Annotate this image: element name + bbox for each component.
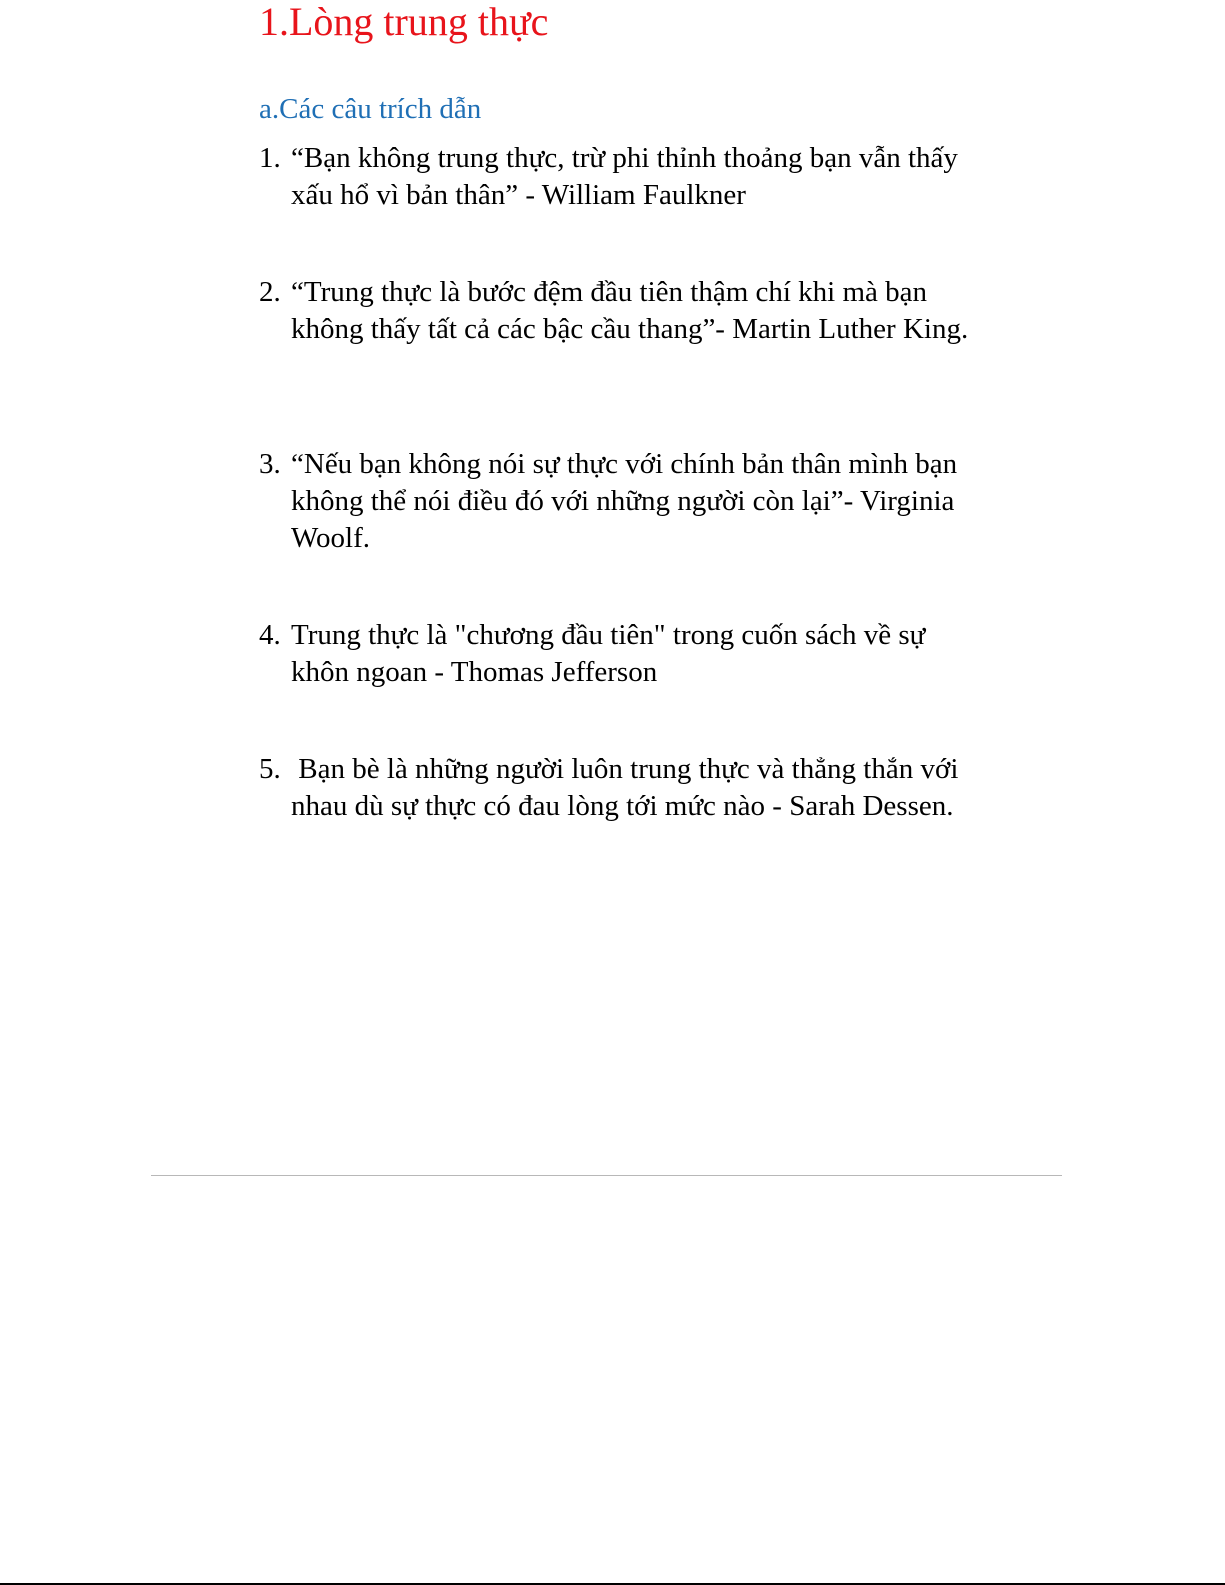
quote-number: 5. (259, 753, 281, 785)
quote-item-4 (259, 617, 979, 691)
page-title: 1.Lòng trung thực (259, 0, 549, 44)
quote-number: 4. (259, 619, 281, 651)
quote-text: Trung thực là "chương đầu tiên" trong cuốn sách về sự khôn ngoan - Thomas Jefferson (291, 619, 933, 688)
quote-item-1 (259, 140, 979, 214)
quote-item-3 (259, 446, 979, 557)
quote-item-2 (259, 274, 979, 348)
quote-number: 3. (259, 448, 281, 480)
quote-text: “Bạn không trung thực, trừ phi thỉnh thoảng bạn vẫn thấy xấu hổ vì bản thân” - William Faulkner (291, 142, 966, 211)
quote-number: 1. (259, 142, 281, 174)
quote-text: “Nếu bạn không nói sự thực với chính bản thân mình bạn không thể nói điều đó với những người còn lại”- Virginia Woolf. (291, 448, 965, 554)
quote-item-5 (259, 751, 979, 825)
footer-divider (151, 1175, 1062, 1176)
quote-text: Bạn bè là những người luôn trung thực và thẳng thắn với nhau dù sự thực có đau lòng tới mức nào - Sarah Dessen. (291, 753, 966, 822)
section-heading: a.Các câu trích dẫn (259, 93, 482, 125)
quote-text: “Trung thực là bước đệm đầu tiên thậm chí khi mà bạn không thấy tất cả các bậc cầu thang”- Martin Luther King. (291, 276, 969, 345)
quote-number: 2. (259, 276, 281, 308)
